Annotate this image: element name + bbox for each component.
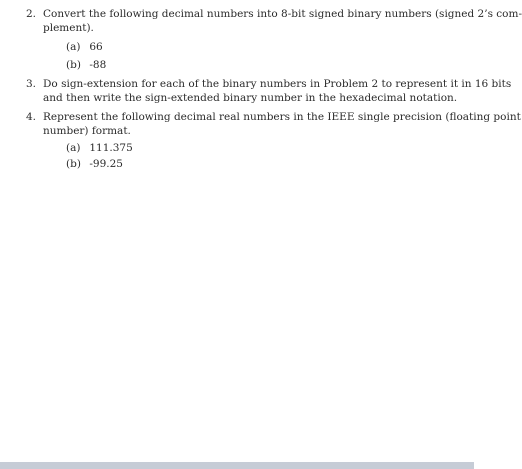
problem-text-line: Represent the following decimal real numbers in the IEEE single precision (floating point — [43, 111, 521, 123]
problem-text-line: and then write the sign-extended binary number in the hexadecimal notation. — [43, 92, 458, 104]
problem-number: 2. — [26, 8, 37, 20]
problem-text — [43, 110, 521, 138]
problem-text-line: plement). — [43, 22, 94, 34]
problem-number: 4. — [26, 111, 37, 123]
part-value: 111.375 — [89, 142, 133, 154]
problem-text — [43, 77, 512, 105]
problem-2-part-a — [66, 40, 103, 54]
part-value: -88 — [89, 59, 107, 71]
problem-text — [43, 7, 522, 35]
problem-number: 3. — [26, 78, 37, 90]
bottom-scroll-bar — [0, 462, 474, 469]
part-value: 66 — [89, 41, 103, 53]
part-value: -99.25 — [89, 158, 123, 170]
part-label: (a) — [66, 142, 81, 154]
problem-4-part-a — [66, 141, 133, 155]
problem-text-line: Do sign-extension for each of the binary numbers in Problem 2 to represent it in 16 bits — [43, 78, 512, 90]
problem-2-part-b — [66, 58, 106, 72]
problem-4-part-b — [66, 157, 123, 171]
problem-text-line: number) format. — [43, 125, 131, 137]
problem-text-line: Convert the following decimal numbers into 8-bit signed binary numbers (signed 2’s com- — [43, 8, 522, 20]
part-label: (b) — [66, 158, 81, 170]
part-label: (a) — [66, 41, 81, 53]
part-label: (b) — [66, 59, 81, 71]
